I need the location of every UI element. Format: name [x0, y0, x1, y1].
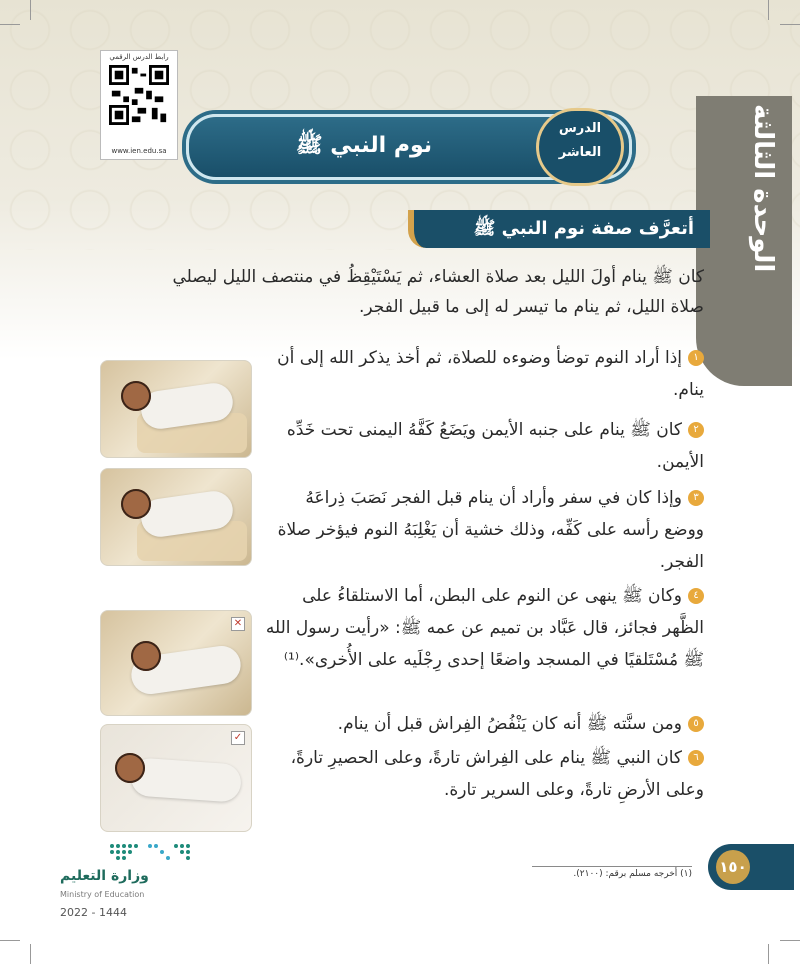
- crop-mark: [0, 24, 20, 25]
- correct-mark-icon: ✓: [231, 731, 245, 745]
- list-item: [264, 708, 704, 740]
- wrong-mark-icon: ✕: [231, 617, 245, 631]
- lesson-title: نوم النبي ﷺ: [295, 133, 433, 158]
- item-text: كان ﷺ ينام على جنبه الأيمن ويَضَعُ كَفَّهُ اليمنى تحت خَدِّه الأيمن.: [286, 420, 704, 472]
- list-item: [264, 580, 704, 676]
- photo-sleeping-on-stomach: [100, 610, 252, 716]
- edition-year: 2022 - 1444: [60, 906, 127, 919]
- item-text: وكان ﷺ ينهى عن النوم على البطن، أما الاستلقاءُ على الظَّهر فجائز، قال عَبَّاد بن تميم عن عمه ﷺ: «رأيت رسول الله ﷺ مُسْتَلقيًا في المسجد واضعًا إحدى رِجْلَيه على الأُخرى».⁽¹⁾: [265, 586, 704, 670]
- lesson-badge-line2: العاشر: [558, 145, 602, 160]
- crop-mark: [780, 24, 800, 25]
- qr-code-icon[interactable]: [109, 65, 169, 125]
- lesson-badge-line1: الدرس: [558, 121, 602, 136]
- intro-paragraph: كان ﷺ ينام أولَ الليل بعد صلاة العشاء، ثم يَسْتَيْقِظُ في منتصف الليل ليصلي صلاة الليل، ثم ينام ما تيسر له إلى ما قبيل الفجر.: [172, 267, 704, 317]
- item-text: كان النبي ﷺ ينام على الفِراش تارةً، وعلى الحصيرِ تارةً، وعلى الأرضِ تارةً، وعلى السرير تارة.: [290, 748, 704, 800]
- page-number-badge: [708, 844, 794, 890]
- crop-mark: [768, 944, 769, 964]
- photo-sleeping-right-side: [100, 360, 252, 458]
- qr-card[interactable]: [100, 50, 178, 160]
- ministry-name-english: Ministry of Education: [60, 890, 145, 899]
- crop-mark: [768, 0, 769, 20]
- crop-mark: [30, 944, 31, 964]
- item-number: ٥: [688, 716, 704, 732]
- crop-mark: [0, 940, 20, 941]
- item-number: ٢: [688, 422, 704, 438]
- section-header-text: أتعرَّف صفة نوم النبي ﷺ: [473, 218, 694, 239]
- crop-mark: [30, 0, 31, 20]
- list-item: [264, 342, 704, 406]
- ministry-name-arabic: وزارة التعليم: [60, 868, 149, 884]
- qr-title: رابط الدرس الرقمي: [109, 53, 169, 61]
- item-text: إذا أراد النوم توضأ وضوءه للصلاة، ثم أخذ يذكر الله إلى أن ينام.: [277, 348, 704, 400]
- item-number: ١: [688, 350, 704, 366]
- list-item: [264, 742, 704, 806]
- page-number: ١٥٠: [716, 850, 750, 884]
- ministry-logo-icon: [106, 836, 196, 868]
- list-item: [264, 414, 704, 478]
- item-number: ٦: [688, 750, 704, 766]
- item-number: ٣: [688, 490, 704, 506]
- crop-mark: [780, 940, 800, 941]
- photo-sleeping-on-hand: [100, 468, 252, 566]
- list-item: [264, 482, 704, 578]
- photo-sleeping-on-back: [100, 724, 252, 832]
- section-header: [408, 210, 710, 248]
- lesson-number-badge: [536, 108, 624, 186]
- item-number: ٤: [688, 588, 704, 604]
- qr-url[interactable]: www.ien.edu.sa: [111, 147, 167, 155]
- item-text: وإذا كان في سفر وأراد أن ينام قبل الفجر نَصَبَ ذِراعَهُ ووضع رأسه على كَفِّه، وذلك خشية أن يَغْلِبَهُ النوم فيؤخر صلاة الفجر.: [277, 488, 704, 572]
- footnote: (١) أخرجه مسلم برقم: (٢١٠٠).: [532, 866, 692, 879]
- unit-label: الوحدة الثالثة: [748, 104, 778, 273]
- item-text: ومن سنَّته ﷺ أنه كان يَنْفُضُ الفِراش قبل أن ينام.: [337, 714, 682, 734]
